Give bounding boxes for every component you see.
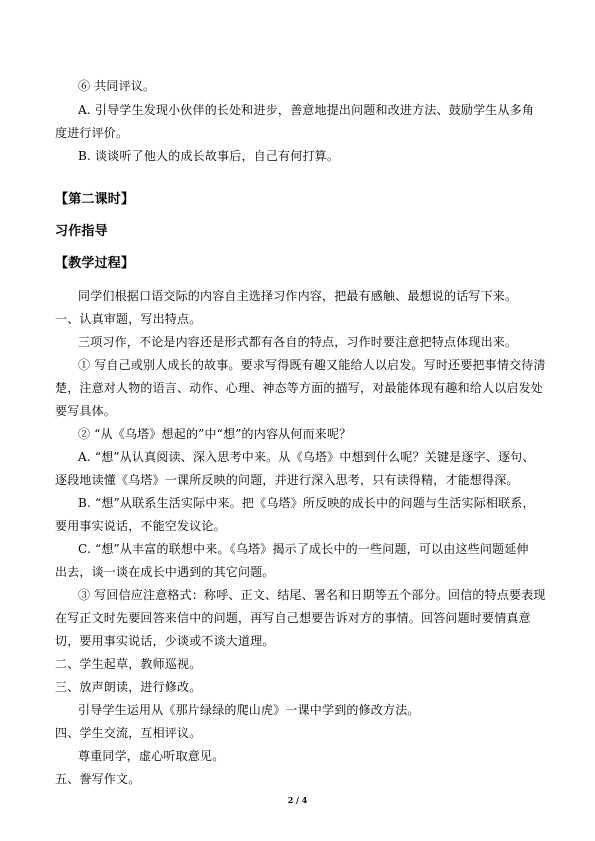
page-number: 2 / 4: [287, 795, 308, 805]
step-2-heading: 二、学生起草，教师巡视。: [55, 657, 202, 671]
section-heading-teaching-process: 【教学过程】: [55, 256, 135, 271]
point-1-line-3: 要写具体。: [55, 404, 117, 418]
point-1-line-2: 楚，注意对人物的语言、动作、心理、神态等方面的描写，对最能体现有趣和给人以启发处: [55, 381, 544, 395]
point-3-line-1: ③ 写回信应注意格式：称呼、正文、结尾、署名和日期等五个部分。回信的特点要表现: [78, 588, 546, 602]
point-2b-line-1: B. “想”从联系生活实际中来。把《乌塔》所反映的成长中的问题与生活实际相联系，: [78, 496, 535, 510]
section-heading-second-lesson: 【第二课时】: [55, 192, 135, 207]
step-3-text: 引导学生运用从《那片绿绿的爬山虎》一课中学到的修改方法。: [78, 703, 420, 717]
intro-paragraph: 同学们根据口语交际的内容自主选择习作内容，把最有感触、最想说的话写下来。: [78, 289, 518, 303]
point-3-line-3: 切，要用事实说话，少谈或不谈大道理。: [55, 634, 275, 648]
item-b-plans: B. 谈谈听了他人的成长故事后，自己有何打算。: [78, 149, 340, 163]
step-5-heading: 五、誊写作文。: [55, 772, 141, 786]
point-2a-line-1: A. “想”从认真阅读、深入思考中来。从《乌塔》中想到什么呢？关键是逐字、逐句、: [78, 450, 535, 464]
step-1-heading: 一、认真审题，写出特点。: [55, 312, 202, 326]
point-2c-line-1: C. “想”从丰富的联想中来。《乌塔》揭示了成长中的一些问题，可以由这些问题延伸: [78, 542, 529, 556]
item-6-joint-review: ⑥ 共同评议。: [78, 79, 156, 93]
point-3-line-2: 在写正文时先要回答来信中的问题，再写自己想要告诉对方的事情。回答问题时要情真意: [55, 611, 531, 625]
point-2a-line-2: 逐段地读懂《乌塔》一课所反映的问题，并进行深入思考，只有读得精，才能想得深。: [55, 473, 519, 487]
step-3-heading: 三、放声朗读，进行修改。: [55, 680, 202, 694]
step-1-text: 三项习作，不论是内容还是形式都有各自的特点，习作时要注意把特点体现出来。: [78, 335, 518, 349]
point-1-line-1: ① 写自己或别人成长的故事。要求写得既有趣又能给人以启发。写时还要把事情交待清: [78, 358, 546, 372]
point-2b-line-2: 要用事实说话，不能空发议论。: [55, 519, 226, 533]
step-4-text: 尊重同学，虚心听取意见。: [78, 749, 225, 763]
point-2c-line-2: 出去，谈一谈在成长中遇到的其它问题。: [55, 565, 275, 579]
section-heading-writing-guidance: 习作指导: [55, 224, 108, 239]
step-4-heading: 四、学生交流，互相评议。: [55, 726, 202, 740]
point-2-heading: ② “从《乌塔》想起的”中“想”的内容从何而来呢？: [78, 427, 352, 441]
item-a-continued: 度进行评价。: [55, 126, 129, 140]
item-a-guide-students: A. 引导学生发现小伙伴的长处和进步，善意地提出问题和改进方法、鼓励学生从多角: [78, 103, 535, 117]
